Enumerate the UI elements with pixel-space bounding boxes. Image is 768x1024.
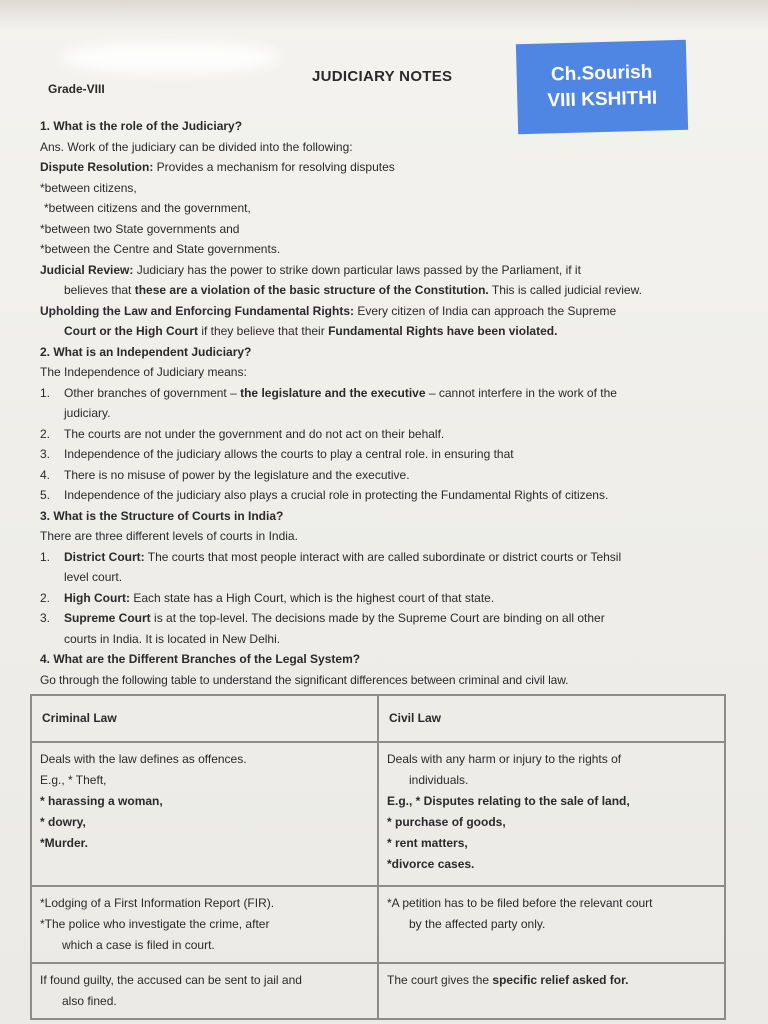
cell-line: *Lodging of a First Information Report (FIR).	[40, 896, 275, 910]
question-1: 1. What is the role of the Judiciary?	[40, 119, 243, 133]
table-cell-civil	[378, 742, 725, 886]
student-name: Ch.Sourish	[550, 61, 653, 86]
grade-label: Grade-VIII	[48, 82, 105, 96]
page-title: JUDICIARY NOTES	[312, 68, 453, 85]
table-row	[31, 742, 725, 886]
item-number: 1.	[40, 385, 51, 400]
answer-intro: Ans. Work of the judiciary can be divided into the following:	[40, 139, 353, 154]
cell-line: E.g., * Theft,	[40, 773, 107, 787]
student-class: VIII KSHITHI	[547, 87, 658, 112]
review-label: Judicial Review:	[40, 262, 134, 277]
table-cell-civil	[378, 963, 725, 1019]
item-text: is at the top-level. The decisions made by the Supreme Court are binding on all other	[150, 611, 605, 625]
item-number: 4.	[40, 467, 51, 482]
cell-line: *Murder.	[40, 836, 89, 850]
bullet-item: *between citizens,	[40, 180, 137, 195]
item-label: High Court:	[64, 590, 130, 605]
question-3: 3. What is the Structure of Courts in India?	[40, 508, 284, 523]
item-label: District Court:	[64, 549, 145, 564]
item-number: 3.	[40, 611, 51, 625]
bullet-item: *between the Centre and State governments.	[40, 242, 281, 256]
cell-line: which a case is filed in court.	[62, 938, 215, 952]
upholding-law	[40, 301, 730, 322]
judicial-review	[40, 260, 730, 281]
cell-line: individuals.	[409, 773, 469, 787]
dispute-resolution	[40, 157, 730, 178]
cell-line: If found guilty, the accused can be sent to jail and	[40, 973, 302, 987]
list-item	[40, 383, 730, 424]
table-row	[31, 886, 725, 963]
cell-line: Deals with the law defines as offences.	[40, 752, 247, 766]
item-text: Each state has a High Court, which is the highest court of that state.	[129, 590, 495, 605]
item-text: There is no misuse of power by the legislature and the executive.	[64, 467, 410, 482]
q2-intro: The Independence of Judiciary means:	[40, 365, 247, 379]
review-text-2b: This is called judicial review.	[488, 283, 642, 297]
upholding-law-cont	[40, 321, 730, 342]
item-text: The courts are not under the government and do not act on their behalf.	[64, 426, 445, 441]
table-cell-criminal	[31, 886, 378, 963]
table-row	[31, 963, 725, 1019]
table-cell-criminal	[31, 742, 378, 886]
item-text: Independence of the judiciary also plays a crucial role in protecting the Fundamental Rights of citizens.	[64, 488, 609, 502]
item-label: Supreme Court	[64, 611, 151, 625]
cell-text: The court gives the	[387, 973, 493, 987]
item-number: 5.	[40, 488, 51, 502]
uphold-text-2: if they believe that their	[197, 324, 329, 338]
cell-line: * harassing a woman,	[40, 794, 163, 808]
table-header-row	[31, 695, 725, 742]
cell-line: Deals with any harm or injury to the rights of	[387, 752, 622, 766]
cell-line: * rent matters,	[387, 836, 468, 850]
review-bold: these are a violation of the basic structure of the Constitution.	[134, 283, 489, 297]
uphold-bold-b: Fundamental Rights have been violated.	[328, 324, 558, 338]
uphold-text-1: Every citizen of India can approach the Supreme	[354, 303, 617, 318]
cell-line: also fined.	[62, 994, 117, 1008]
dispute-text: Provides a mechanism for resolving disputes	[153, 160, 395, 174]
item-text: Other branches of government –	[64, 385, 241, 400]
question-4: 4. What are the Different Branches of the Legal System?	[40, 652, 361, 666]
item-number: 1.	[40, 549, 51, 564]
review-text-2a: believes that	[64, 283, 135, 297]
uphold-label: Upholding the Law and Enforcing Fundamental Rights:	[40, 303, 354, 318]
item-text-post: – cannot interfere in the work of the	[425, 385, 617, 400]
q3-intro: There are three different levels of courts in India.	[40, 529, 298, 543]
item-text-cont: courts in India. It is located in New Delhi.	[64, 631, 281, 646]
bullet-item: *between citizens and the government,	[44, 201, 251, 215]
question-2: 2. What is an Independent Judiciary?	[40, 344, 252, 359]
cell-bold: specific relief asked for.	[492, 973, 629, 987]
item-number: 2.	[40, 590, 51, 605]
cell-line: by the affected party only.	[409, 917, 546, 931]
item-text-cont: level court.	[64, 570, 123, 584]
notes-body	[40, 116, 730, 690]
table-cell-criminal	[31, 963, 378, 1019]
cell-line: * purchase of goods,	[387, 815, 506, 829]
cell-line: *divorce cases.	[387, 857, 475, 871]
header-criminal-law: Criminal Law	[31, 695, 378, 742]
item-number: 2.	[40, 426, 51, 441]
cell-line: *The police who investigate the crime, after	[40, 917, 270, 931]
item-number: 3.	[40, 447, 51, 461]
list-item	[40, 588, 730, 609]
list-item	[40, 547, 730, 588]
q4-intro: Go through the following table to understand the significant differences between criminal and civil law.	[40, 672, 569, 687]
cell-line: *A petition has to be filed before the relevant court	[387, 896, 653, 910]
header-civil-law: Civil Law	[378, 695, 725, 742]
bullet-item: *between two State governments and	[40, 221, 240, 236]
list-item	[40, 424, 730, 445]
list-item	[40, 485, 730, 506]
item-text: Independence of the judiciary allows the courts to play a central role. in ensuring that	[64, 447, 514, 461]
cell-line: * dowry,	[40, 815, 86, 829]
item-text: The courts that most people interact with are called subordinate or district courts or Tehsil	[144, 549, 622, 564]
uphold-bold-a: Court or the High Court	[64, 324, 198, 338]
erased-smudge	[60, 42, 280, 74]
law-comparison-table	[30, 694, 726, 1020]
list-item	[40, 444, 730, 465]
item-bold: the legislature and the executive	[240, 385, 426, 400]
list-item	[40, 465, 730, 486]
item-text-cont: judiciary.	[64, 406, 111, 420]
judicial-review-cont	[40, 280, 730, 301]
review-text-1: Judiciary has the power to strike down particular laws passed by the Parliament, if it	[133, 262, 581, 277]
cell-line: E.g., * Disputes relating to the sale of land,	[387, 794, 630, 808]
list-item	[40, 608, 730, 649]
dispute-label: Dispute Resolution:	[40, 160, 154, 174]
table-cell-civil	[378, 886, 725, 963]
